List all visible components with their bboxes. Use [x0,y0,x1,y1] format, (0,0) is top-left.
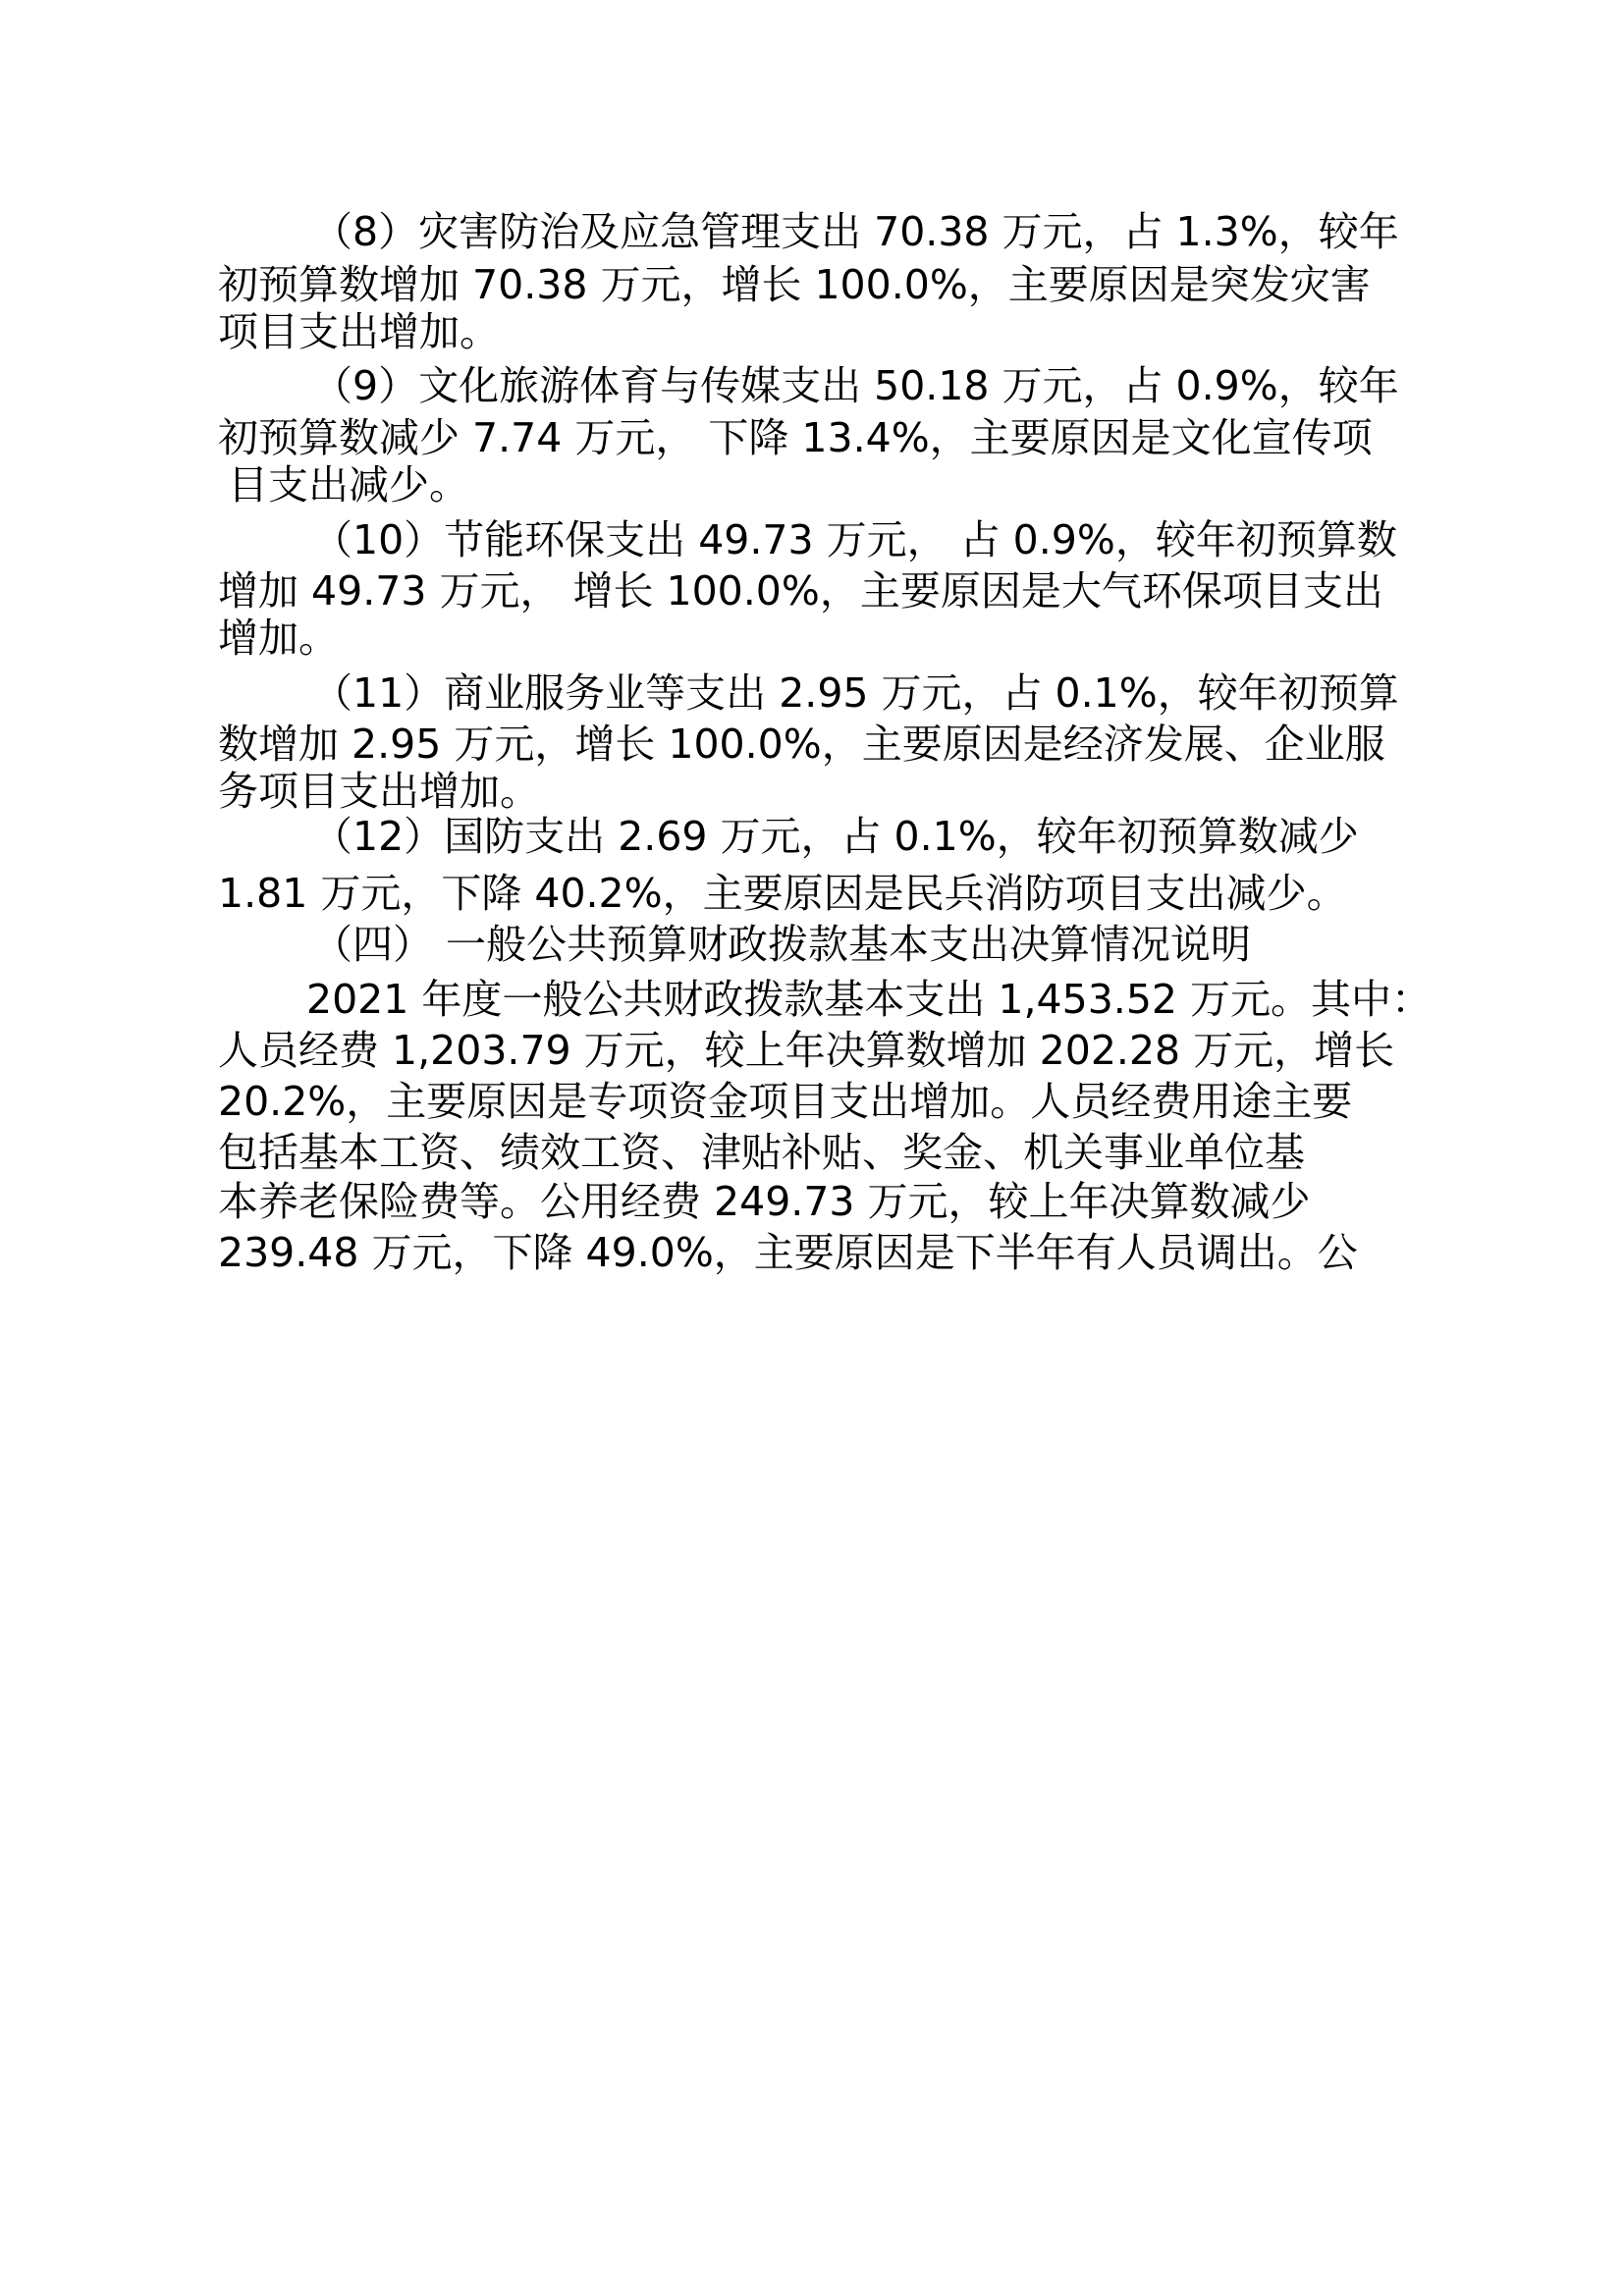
text-line: 项目支出增加。 [218,308,500,355]
text-line: （8）灾害防治及应急管理支出 70.38 万元，占 1.3%，较年 [312,208,1399,255]
text-line: 目支出减少。 [228,461,469,508]
text-line: 数增加 2.95 万元，增长 100.0%，主要原因是经济发展、企业服 [218,721,1385,768]
text-line: 本养老保险费等。公用经费 249.73 万元，较上年决算数减少 [218,1178,1311,1225]
text-line: 增加 49.73 万元， 增长 100.0%，主要原因是大气环保项目支出 [218,567,1383,614]
text-line: （9）文化旅游体育与传媒支出 50.18 万元，占 0.9%，较年 [312,362,1399,409]
text-line: 包括基本工资、绩效工资、津贴补贴、奖金、机关事业单位基 [218,1129,1305,1176]
text-line: 20.2%，主要原因是专项资金项目支出增加。人员经费用途主要 [218,1078,1353,1125]
text-line: 增加。 [218,614,339,662]
text-line: （12）国防支出 2.69 万元，占 0.1%，较年初预算数减少 [312,813,1359,860]
text-line: （11）商业服务业等支出 2.95 万元，占 0.1%，较年初预算 [312,669,1399,717]
text-line: 初预算数增加 70.38 万元，增长 100.0%，主要原因是突发灾害 [218,261,1371,308]
text-line: 239.48 万元，下降 49.0%，主要原因是下半年有人员调出。公 [218,1229,1358,1276]
text-line: 初预算数减少 7.74 万元， 下降 13.4%，主要原因是文化宣传项 [218,414,1373,461]
text-line: 1.81 万元，下降 40.2%，主要原因是民兵消防项目支出减少。 [218,870,1347,917]
text-line: （10）节能环保支出 49.73 万元， 占 0.9%，较年初预算数 [312,516,1397,563]
text-line: 务项目支出增加。 [218,768,540,815]
text-line: 人员经费 1,203.79 万元，较上年决算数增加 202.28 万元，增长 [218,1027,1395,1074]
section-heading: （四） 一般公共预算财政拨款基本支出决算情况说明 [312,921,1252,968]
text-line: 2021 年度一般公共财政拨款基本支出 1,453.52 万元。其中： [306,976,1433,1023]
